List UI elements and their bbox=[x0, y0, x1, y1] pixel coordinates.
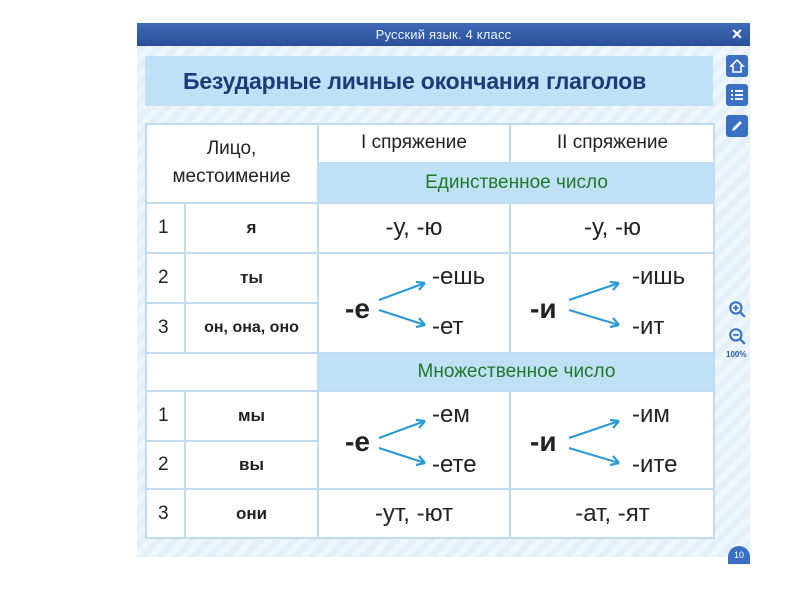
vowel-conj1: -е bbox=[345, 426, 370, 457]
ending-conj2: -у, -ю bbox=[584, 214, 641, 241]
grid-line bbox=[509, 390, 511, 539]
vowel-conj1: -е bbox=[345, 293, 370, 324]
title-bar bbox=[137, 23, 750, 46]
ending-conj1: -ут, -ют bbox=[374, 500, 454, 527]
row-num: 1 bbox=[158, 405, 169, 426]
grid-line bbox=[145, 123, 715, 125]
grid-line bbox=[184, 390, 186, 539]
pronoun: я bbox=[246, 218, 257, 237]
arrow-icon bbox=[567, 411, 627, 473]
grid-line bbox=[184, 202, 186, 353]
pronoun: мы bbox=[237, 406, 266, 425]
arrow-icon bbox=[377, 411, 432, 473]
grid-line bbox=[145, 202, 715, 204]
page-title: Безударные личные окончания глаголов bbox=[183, 67, 647, 94]
grid-line bbox=[145, 252, 715, 254]
suffix-bottom: -ит bbox=[632, 313, 665, 340]
suffix-bottom: -ет bbox=[432, 313, 464, 340]
grid-line bbox=[145, 488, 715, 490]
header-conj2: II спряжение bbox=[556, 132, 669, 153]
page-badge[interactable]: 10 bbox=[728, 546, 750, 564]
suffix-top: -ем bbox=[432, 401, 470, 428]
ending-conj2: -ат, -ят bbox=[575, 500, 650, 527]
pronoun: вы bbox=[239, 455, 264, 474]
suffix-top: -им bbox=[632, 401, 670, 428]
grid-line bbox=[145, 302, 318, 304]
row-num: 3 bbox=[158, 317, 169, 338]
zoom-level: 100% bbox=[726, 350, 747, 359]
window-title: Русский язык. 4 класс bbox=[375, 27, 512, 42]
row-num: 2 bbox=[158, 267, 169, 288]
grid-line bbox=[145, 440, 318, 442]
suffix-top: -ешь bbox=[432, 263, 486, 290]
grid-line bbox=[713, 123, 715, 539]
grid-line bbox=[145, 123, 147, 539]
grid-line bbox=[317, 123, 319, 539]
plural-label: Множественное число bbox=[318, 353, 715, 391]
list-icon[interactable] bbox=[726, 84, 748, 106]
header-person: Лицо, местоимение bbox=[172, 138, 291, 187]
home-icon[interactable] bbox=[726, 55, 748, 77]
row-num: 1 bbox=[158, 217, 169, 238]
row-num: 2 bbox=[158, 454, 169, 475]
close-icon[interactable]: × bbox=[731, 24, 743, 44]
grid-line bbox=[145, 352, 715, 354]
vowel-conj2: -и bbox=[530, 426, 557, 457]
pronoun: он, она, оно bbox=[204, 319, 299, 336]
grid-line bbox=[145, 537, 715, 539]
suffix-top: -ишь bbox=[632, 263, 686, 290]
row-num: 3 bbox=[158, 503, 169, 524]
suffix-bottom: -ите bbox=[632, 451, 678, 478]
zoom-in-icon[interactable] bbox=[726, 298, 748, 320]
suffix-bottom: -ете bbox=[432, 451, 477, 478]
ending-conj1: -у, -ю bbox=[385, 214, 443, 241]
pronoun: они bbox=[235, 504, 268, 523]
arrow-icon bbox=[567, 273, 627, 335]
grid-line bbox=[509, 123, 511, 163]
conjugation-table bbox=[145, 123, 715, 539]
header-conj1: I спряжение bbox=[361, 132, 467, 153]
vowel-conj2: -и bbox=[530, 293, 557, 324]
pronoun: ты bbox=[240, 268, 263, 287]
grid-line bbox=[509, 202, 511, 353]
page-heading bbox=[145, 56, 713, 106]
zoom-out-icon[interactable] bbox=[726, 325, 748, 347]
grid-line bbox=[145, 390, 715, 392]
pencil-icon[interactable] bbox=[726, 115, 748, 137]
singular-label: Единственное число bbox=[318, 163, 715, 203]
grid-line bbox=[318, 162, 715, 164]
arrow-icon bbox=[377, 273, 432, 335]
